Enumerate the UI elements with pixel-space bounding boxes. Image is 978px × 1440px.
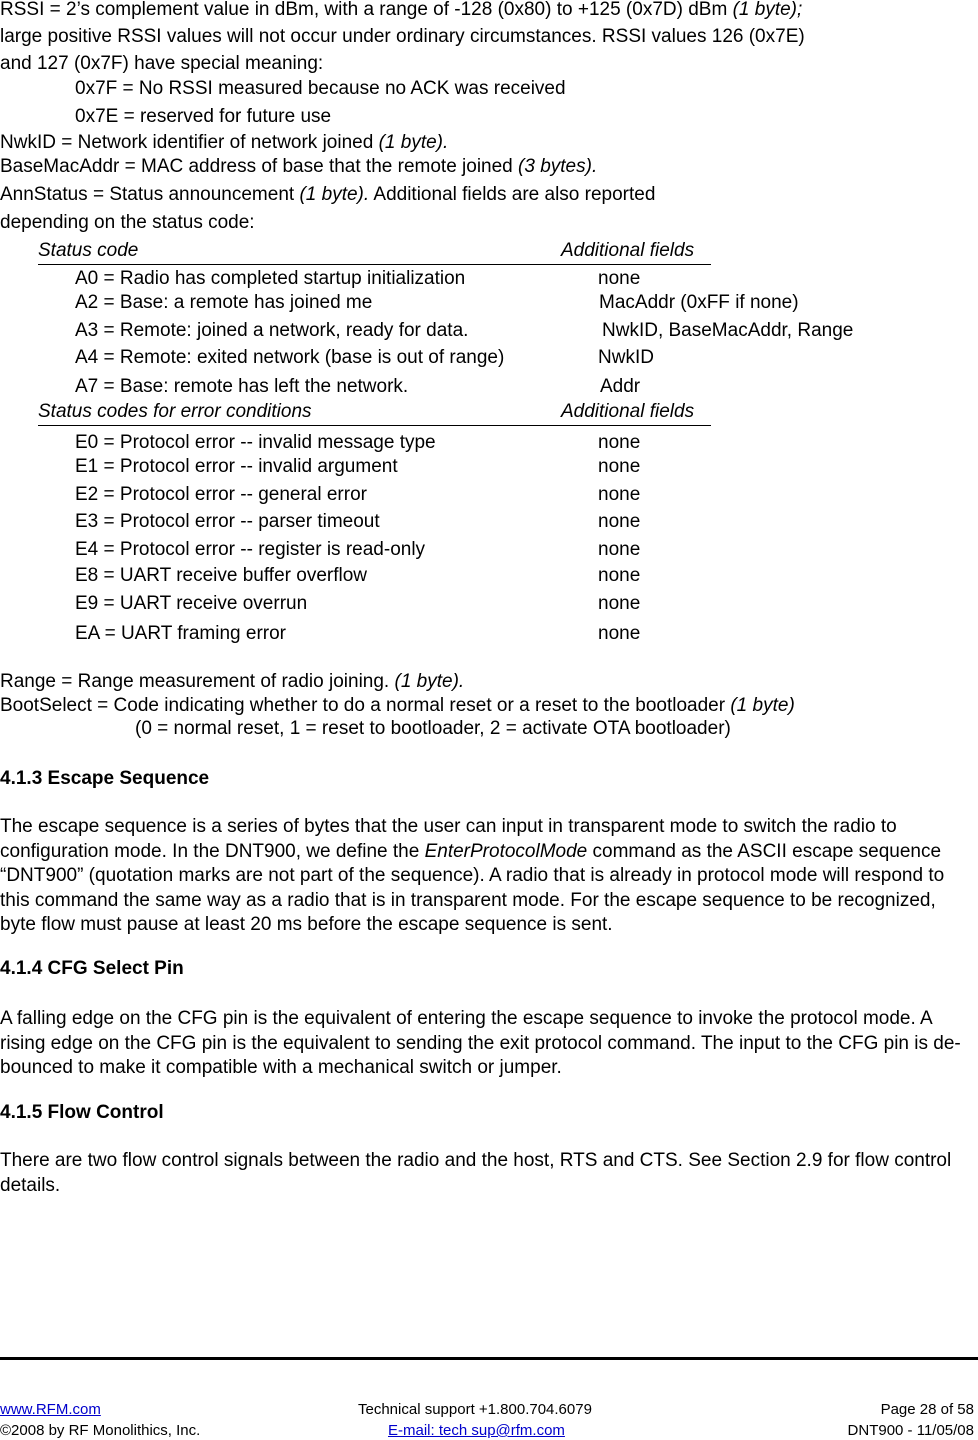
footer-divider <box>0 1357 978 1360</box>
range-line: Range = Range measurement of radio joining. (1 byte). <box>0 671 465 692</box>
rssi-size: (1 byte); <box>732 0 803 20</box>
error-table-header <box>38 401 711 426</box>
status-fields-heading: Additional fields <box>561 240 695 261</box>
rssi-line-1: RSSI = 2’s complement value in dBm, with a range of -128 (0x80) to +125 (0x7D) dBm (1 byte); <box>0 0 803 20</box>
section-4-1-5-heading: 4.1.5 Flow Control <box>0 1102 164 1123</box>
enter-protocol-mode-command: EnterProtocolMode <box>424 840 588 862</box>
annstatus-line-2: depending on the status code: <box>0 212 255 233</box>
footer-website-link[interactable]: www.RFM.com <box>0 1401 101 1418</box>
footer-support-phone: Technical support +1.800.704.6079 <box>358 1401 592 1418</box>
nwkid-line: NwkID = Network identifier of network joined (1 byte). <box>0 132 449 153</box>
footer-doc-id: DNT900 - 11/05/08 <box>847 1422 974 1439</box>
status-table-header <box>38 240 711 265</box>
rssi-line-3: and 127 (0x7F) have special meaning: <box>0 53 324 74</box>
footer-copyright: ©2008 by RF Monolithics, Inc. <box>0 1422 201 1439</box>
status-code-heading: Status code <box>38 240 139 261</box>
basemac-line: BaseMacAddr = MAC address of base that the remote joined (3 bytes). <box>0 156 598 177</box>
bootselect-line: BootSelect = Code indicating whether to do a normal reset or a reset to the bootloader (1 byte) <box>0 695 795 716</box>
section-4-1-4-heading: 4.1.4 CFG Select Pin <box>0 958 184 979</box>
rssi-special-7e: 0x7E = reserved for future use <box>75 106 332 127</box>
section-4-1-5-body: There are two flow control signals between the radio and the host, RTS and CTS. See Section 2.9 for flow control details. <box>0 1150 952 1196</box>
section-4-1-3-heading: 4.1.3 Escape Sequence <box>0 768 210 789</box>
rssi-line-2: large positive RSSI values will not occur under ordinary circumstances. RSSI values 126 (0x7E) <box>0 26 805 47</box>
rssi-special-7f: 0x7F = No RSSI measured because no ACK was received <box>75 78 566 99</box>
section-4-1-4-body: A falling edge on the CFG pin is the equivalent of entering the escape sequence to invoke the protocol mode. A rising edge on the CFG pin is the equivalent to sending the exit protocol command. The input to the CFG pin is de-bounced to make it compatible with a mechanical switch or jumper. <box>0 1008 961 1078</box>
bootselect-values: (0 = normal reset, 1 = reset to bootloader, 2 = activate OTA bootloader) <box>135 718 731 739</box>
section-4-1-3-body: The escape sequence is a series of bytes that the user can input in transparent mode to switch the radio to configuration mode. In the DNT900, we define the EnterProtocolMode command as the ASCII escape sequence “DNT900” (quotation marks are not part of the sequence). A radio that is already in protocol mode will respond to this command the same way as a radio that is in transparent mode. For the escape sequence to be recognized, byte flow must pause at least 20 ms before the escape sequence is sent. <box>0 816 945 935</box>
annstatus-line-1: AnnStatus = Status announcement (1 byte). Additional fields are also reported <box>0 184 656 205</box>
error-fields-heading: Additional fields <box>561 401 695 422</box>
error-code-heading: Status codes for error conditions <box>38 401 312 422</box>
footer-email-link[interactable]: E-mail: tech sup@rfm.com <box>388 1422 565 1439</box>
footer-page-number: Page 28 of 58 <box>880 1401 974 1418</box>
